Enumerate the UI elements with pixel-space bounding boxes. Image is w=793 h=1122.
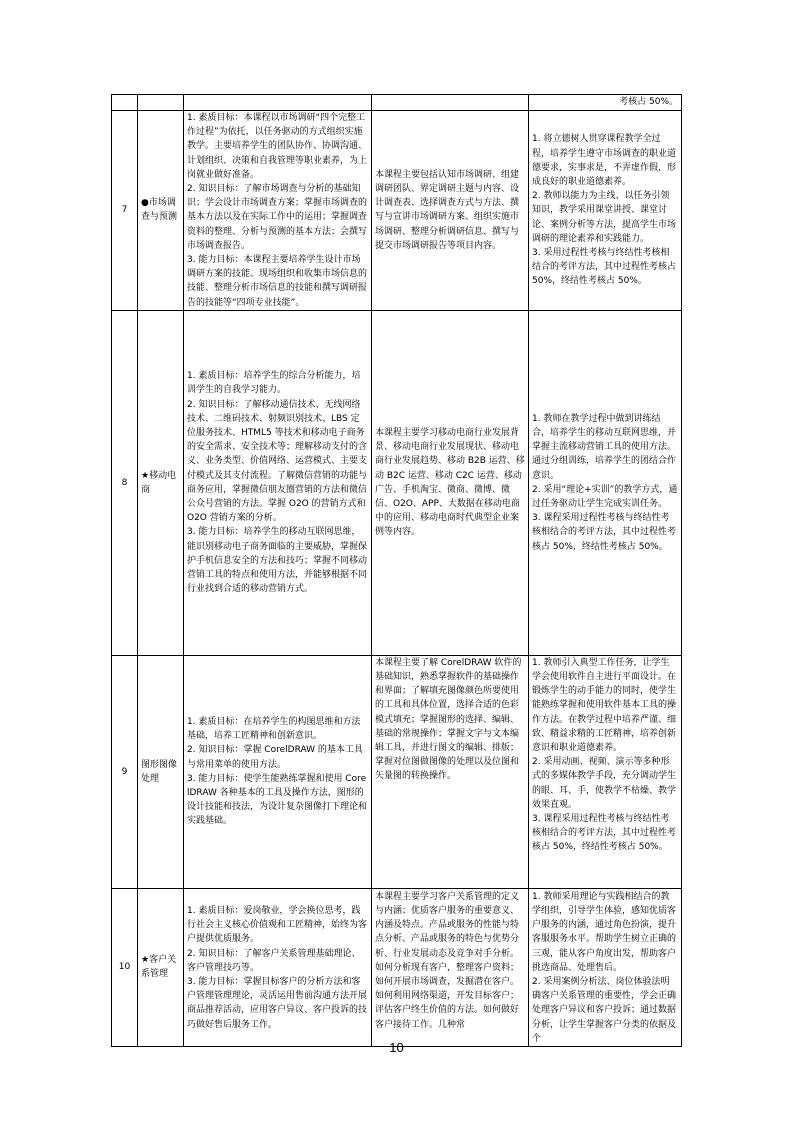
course-name: ★客户关系管理 bbox=[138, 888, 184, 1046]
table-row bbox=[112, 655, 682, 888]
course-goals bbox=[184, 95, 372, 111]
course-number: 9 bbox=[112, 655, 138, 888]
course-number: 10 bbox=[112, 888, 138, 1046]
course-content: 本课程主要学习移动电商行业发展背景、移动电商行业发展现状、移动电商行业发展趋势、移动 B2B 运营、移动 B2C 运营、移动 C2C 运营、移动广告、手机淘宝、微商、微博、微信、O2O、APP、大数据在移动电商中的应用、移动电商时代典型企业案例等内容。 bbox=[372, 310, 529, 655]
course-content: 本课程主要包括认知市场调研、组建调研团队、界定调研主题与内容、设计调查表、选择调查方式与方法、撰写与宣讲市场调研方案、组织实施市场调研、整理分析调研信息、撰写与提交市场调研报告等项目内容。 bbox=[372, 111, 529, 311]
teaching-requirements: 1. 教师采用理论与实践相结合的教学组织，引导学生体验，感知优质客户服务的内涵，通过角色扮演，提升客服服务水平。帮助学生树立正确的三观，能从客户角度出发，帮助客户挑选商品、处理售后。 2. 采用案例分析法、岗位体验法明确客户关系管理的重要性，学会正确处理客户异议和客户投诉；通过数据分析，让学生掌握客户分类的依据及个 bbox=[529, 888, 682, 1046]
course-table bbox=[111, 94, 682, 1047]
course-name bbox=[138, 95, 184, 111]
course-goals: 1. 素质目标：培养学生的综合分析能力，培训学生的自我学习能力。 2. 知识目标：了解移动通信技术、无线网络技术、二维码技术、射频识别技术、LBS 定位服务技术、HTML5 等技术和移动电子商务的安全需求、安全技术等；理解移动支付的含义、业务类型、价值网络、运营模式、主要支付模式及其支付流程。了解微信营销的功能与商务应用，掌握微信朋友圈营销的方法和微信公众号营销的方法。掌握 O2O 的营销方式和 O2O 营销方案的分析。 3. 能力目标：培养学生的移动互联网思维，能识别移动电子商务面临的主要威胁，掌握保护手机信息安全的方法和技巧；掌握不同移动营销工具的特点和使用方法，并能够根据不同行业找到合适的移动营销方式。 bbox=[184, 310, 372, 655]
teaching-requirements: 1. 教师在教学过程中做到讲练结合，培养学生的移动互联网思维，并掌握主流移动营销工具的使用方法。通过分组训练，培养学生的团结合作意识。 2. 采用“理论+实训”的教学方式，通过任务驱动让学生完成实训任务。 3. 课程采用过程性考核与终结性考核相结合的考评方法，其中过程性考核占 50%，终结性考核占 50%。 bbox=[529, 310, 682, 655]
table-row bbox=[112, 111, 682, 311]
teaching-requirements: 1. 教师引入典型工作任务，让学生学会使用软件自主进行平面设计。在锻炼学生的动手能力的同时，使学生能熟练掌握和使用软件基本工具的操作方法。在教学过程中培养严谨、细致、精益求精的工匠精神，培养创新意识和职业道德素养。 2. 采用动画、视频、演示等多种形式的多媒体教学手段，充分调动学生的眼、耳、手，使教学不枯燥、教学效果直观。 3. 课程采用过程性考核与终结性考核相结合的考评方法，其中过程性考核占 50%，终结性考核占 50%。 bbox=[529, 655, 682, 888]
course-content: 本课程主要学习客户关系管理的定义与内涵；优质客户服务的重要意义、内涵及特点。产品或服务的性能与特点分析、产品或服务的特色与优势分析、行业发展动态及竞争对手分析。如何分析现有客户，整理客户资料；如何开展市场调查，发掘潜在客户。如何利用网络渠道，开发目标客户；评估客户终生价值的方法。如何做好客户接待工作。几种常 bbox=[372, 888, 529, 1046]
course-content: 本课程主要了解 CorelDRAW 软件的基础知识，熟悉掌握软件的基础操作和界面；了解填充图像颜色所要使用的工具和具体位置，选择合适的色彩模式填充；掌握图形的选择、编辑、基础的常规操作；掌握文字与文本编辑工具，并进行图文的编辑、排版；掌握对位图做图像的处理以及位图和矢量图的转换操作。 bbox=[372, 655, 529, 888]
page-number: 10 bbox=[389, 1040, 404, 1055]
teaching-requirements: 1. 将立德树人贯穿课程教学全过程，培养学生遵守市场调查的职业道德要求，实事求是，不弄虚作假，形成良好的职业道德素养。 2. 教师以能力为主线、以任务引领知识，教学采用课堂讲授、课堂讨论、案例分析等方法，提高学生市场调研的理论素养和实践能力。 3. 采用过程性考核与终结性考核相结合的考评方法，其中过程性考核占 50%，终结性考核占 50%。 bbox=[529, 111, 682, 311]
course-name: ★移动电商 bbox=[138, 310, 184, 655]
course-number: 8 bbox=[112, 310, 138, 655]
course-goals: 1. 素质目标：爱岗敬业，学会换位思考，践行社会主义核心价值观和工匠精神，始终为客户提供优质服务。 2. 知识目标：了解客户关系管理基础理论、客户管理技巧等。 3. 能力目标：掌握目标客户的分析方法和客户管理管理理论，灵活运用售前沟通方法开展商品推荐活动，应用客户异议、客户投诉的技巧做好售后服务工作。 bbox=[184, 888, 372, 1046]
course-number bbox=[112, 95, 138, 111]
course-number: 7 bbox=[112, 111, 138, 311]
table-row bbox=[112, 888, 682, 1046]
table-row bbox=[112, 310, 682, 655]
course-name: ●市场调查与预测 bbox=[138, 111, 184, 311]
teaching-requirements: 考核占 50%。 bbox=[529, 95, 682, 111]
course-goals: 1. 素质目标：本课程以市场调研“四个完整工作过程”为依托，以任务驱动的方式组织实施教学。主要培养学生的团队协作、协调沟通、计划组织、决策和自我管理等职业素养，为上岗就业做好准备。 2. 知识目标：了解市场调查与分析的基础知识；学会设计市场调查方案；掌握市场调查的基本方法以及在实际工作中的运用；掌握调查资料的整理、分析与预测的基本方法；会撰写市场调查报告。 3. 能力目标：本课程主要培养学生设计市场调研方案的技能、现场组织和收集市场信息的技能、整理分析市场信息的技能和撰写调研报告的技能等“四项专业技能”。 bbox=[184, 111, 372, 311]
course-content bbox=[372, 95, 529, 111]
course-goals: 1. 素质目标：在培养学生的构图思维和方法基础，培养工匠精神和创新意识。 2. 知识目标：掌握 CorelDRAW 的基本工具与常用菜单的使用方法。 3. 能力目标：使学生能熟练掌握和使用 CorelDRAW 各种基本的工具及操作方法，图形的设计技能和技法，为设计复杂图像打下理论和实践基础。 bbox=[184, 655, 372, 888]
table-row bbox=[112, 95, 682, 111]
course-name: 图形图像处理 bbox=[138, 655, 184, 888]
